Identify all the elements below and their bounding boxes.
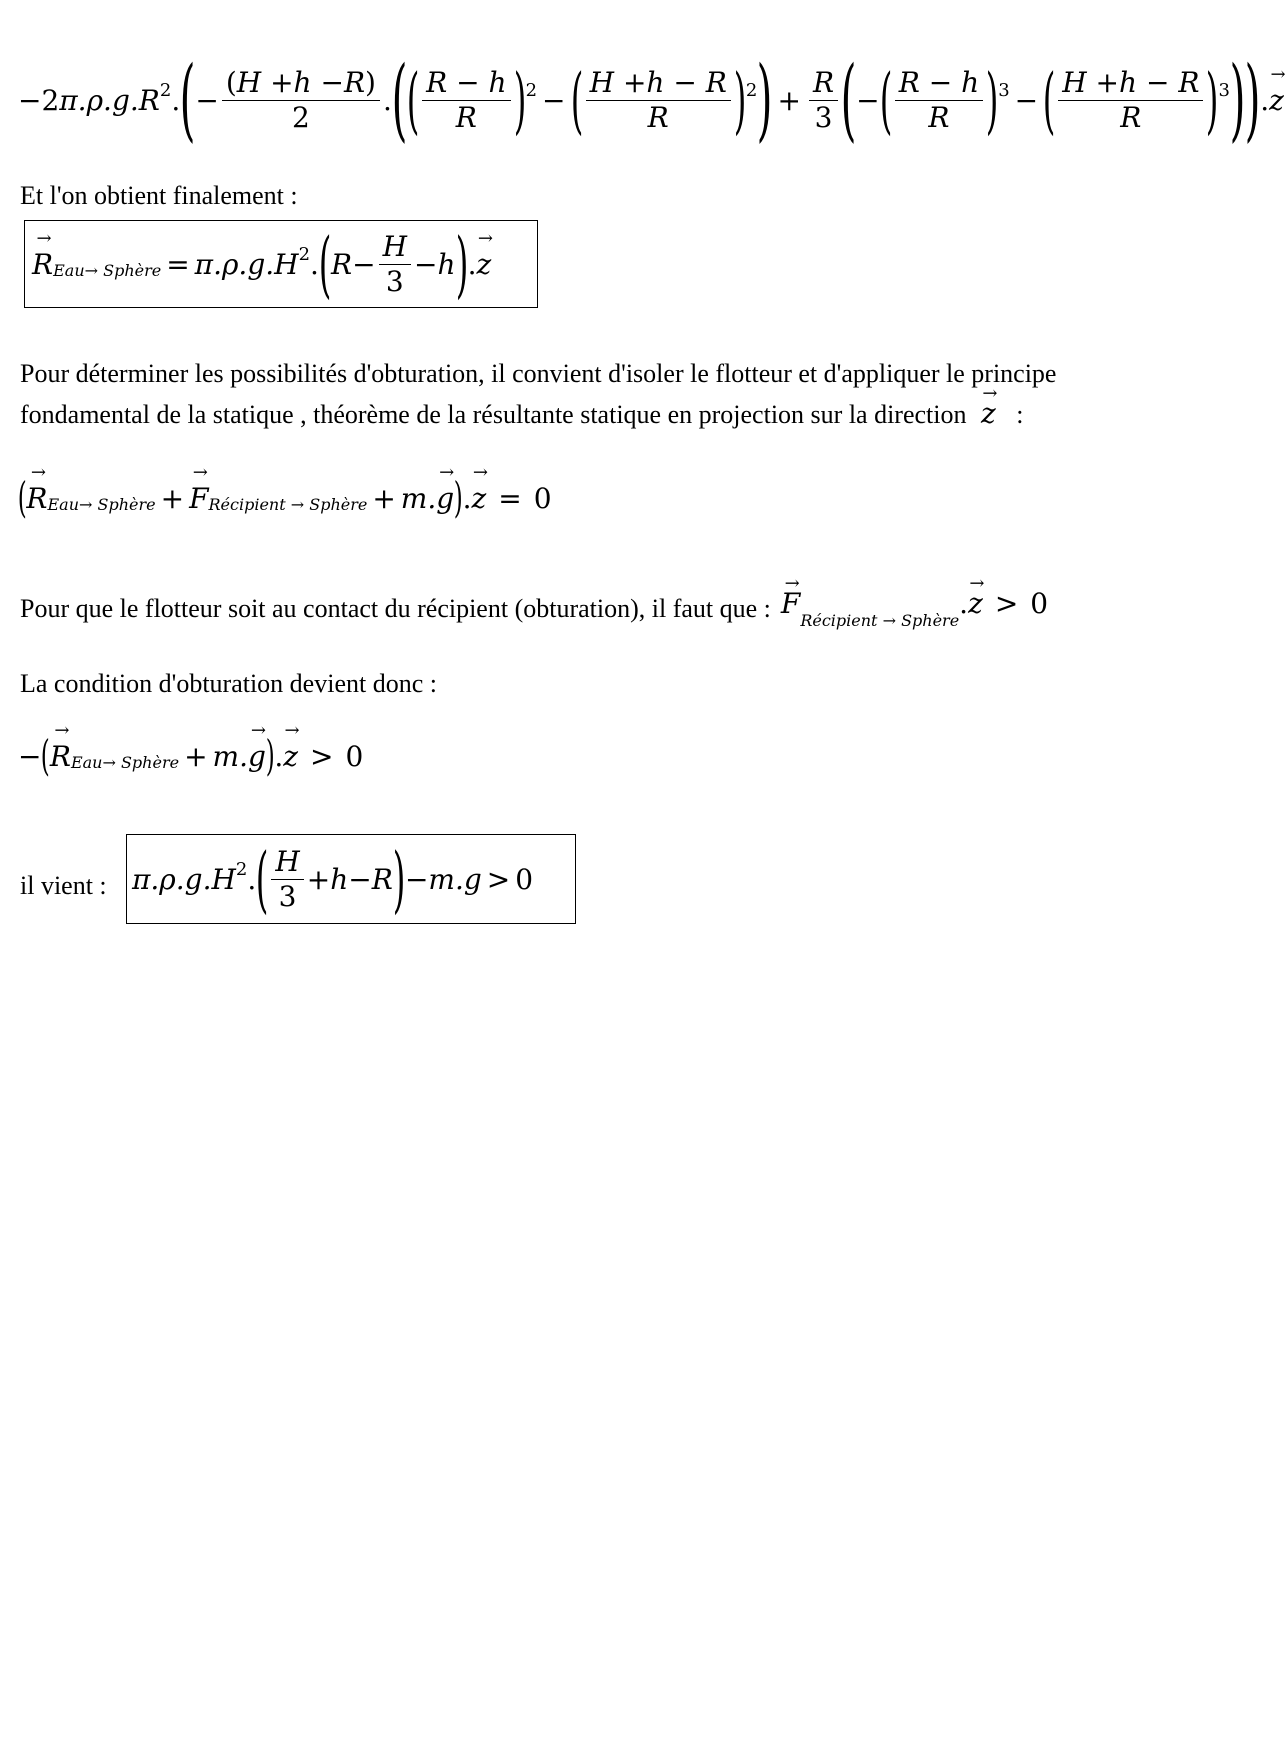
paragraph-4: il vient : (20, 871, 107, 900)
subscript-recipient-sphere: Récipient → Sphère (800, 610, 960, 630)
zero: 0 (1030, 587, 1049, 620)
zero: 0 (515, 862, 534, 896)
paragraph-1-line-2-text: fondamental de la statique , théorème de la résultante statique en projection sur la direction (20, 400, 967, 429)
equation-condition: − ( → R Eau→ Sphère + m. → g ) . → z > 0 (18, 728, 363, 784)
paragraph-1-line-2 (20, 394, 1024, 435)
subscript-recipient-sphere: Récipient → Sphère (208, 494, 368, 514)
subscript-eau-sphere: Eau→ Sphère (53, 260, 162, 280)
intro-line: Et l'on obtient finalement : (20, 181, 298, 210)
subscript-eau-sphere: Eau→ Sphère (70, 752, 180, 772)
zero: 0 (533, 481, 552, 515)
equation-result-force: → R Eau→ Sphère = π.ρ.g.H 2 . ( R − $\frac{H}{3}$ − h ) . → z (32, 222, 491, 306)
equation-statics: ( → R Eau→ Sphère + → F Récipient → Sphère + m. → g ) . → z = 0 (18, 468, 552, 528)
paragraph-2-text: Pour que le flotteur soit au contact du récipient (obturation), il faut que : (20, 594, 771, 624)
paragraph-2: Pour que le flotteur soit au contact du récipient (obturation), il faut que : → $F_{Récipient \to Sphère}.\to z > 0$ (20, 584, 1048, 635)
subscript-eau-sphere: Eau→ Sphère (47, 494, 156, 514)
paragraph-3: La condition d'obturation devient donc : (20, 669, 437, 698)
colon: : (1016, 400, 1024, 429)
z-vector: → z (981, 394, 996, 434)
zero: 0 (345, 739, 364, 773)
equation-expansion: −2 π.ρ.g.R 2 . ( − $\frac{(H +h -R)}{2}$ . ( ( $\frac{R - h}{R}$ ) 2 − ( $\frac{H +h - R}{R}$ ) 2 ) + $\frac{R}{3}$ ( − ( $\frac{R - h}{R}$ ) 3 − ( $\frac{H +h - R}{R}$ ) 3 ) ) . → z (18, 40, 1284, 160)
equation-result-condition: π.ρ.g.H 2 . ( $\frac{H}{3}$ + h − R ) − m.g > 0 (132, 837, 534, 921)
paragraph-1-line-1: Pour déterminer les possibilités d'obturation, il convient d'isoler le flotteur et d'appliquer le principe (20, 359, 1057, 388)
